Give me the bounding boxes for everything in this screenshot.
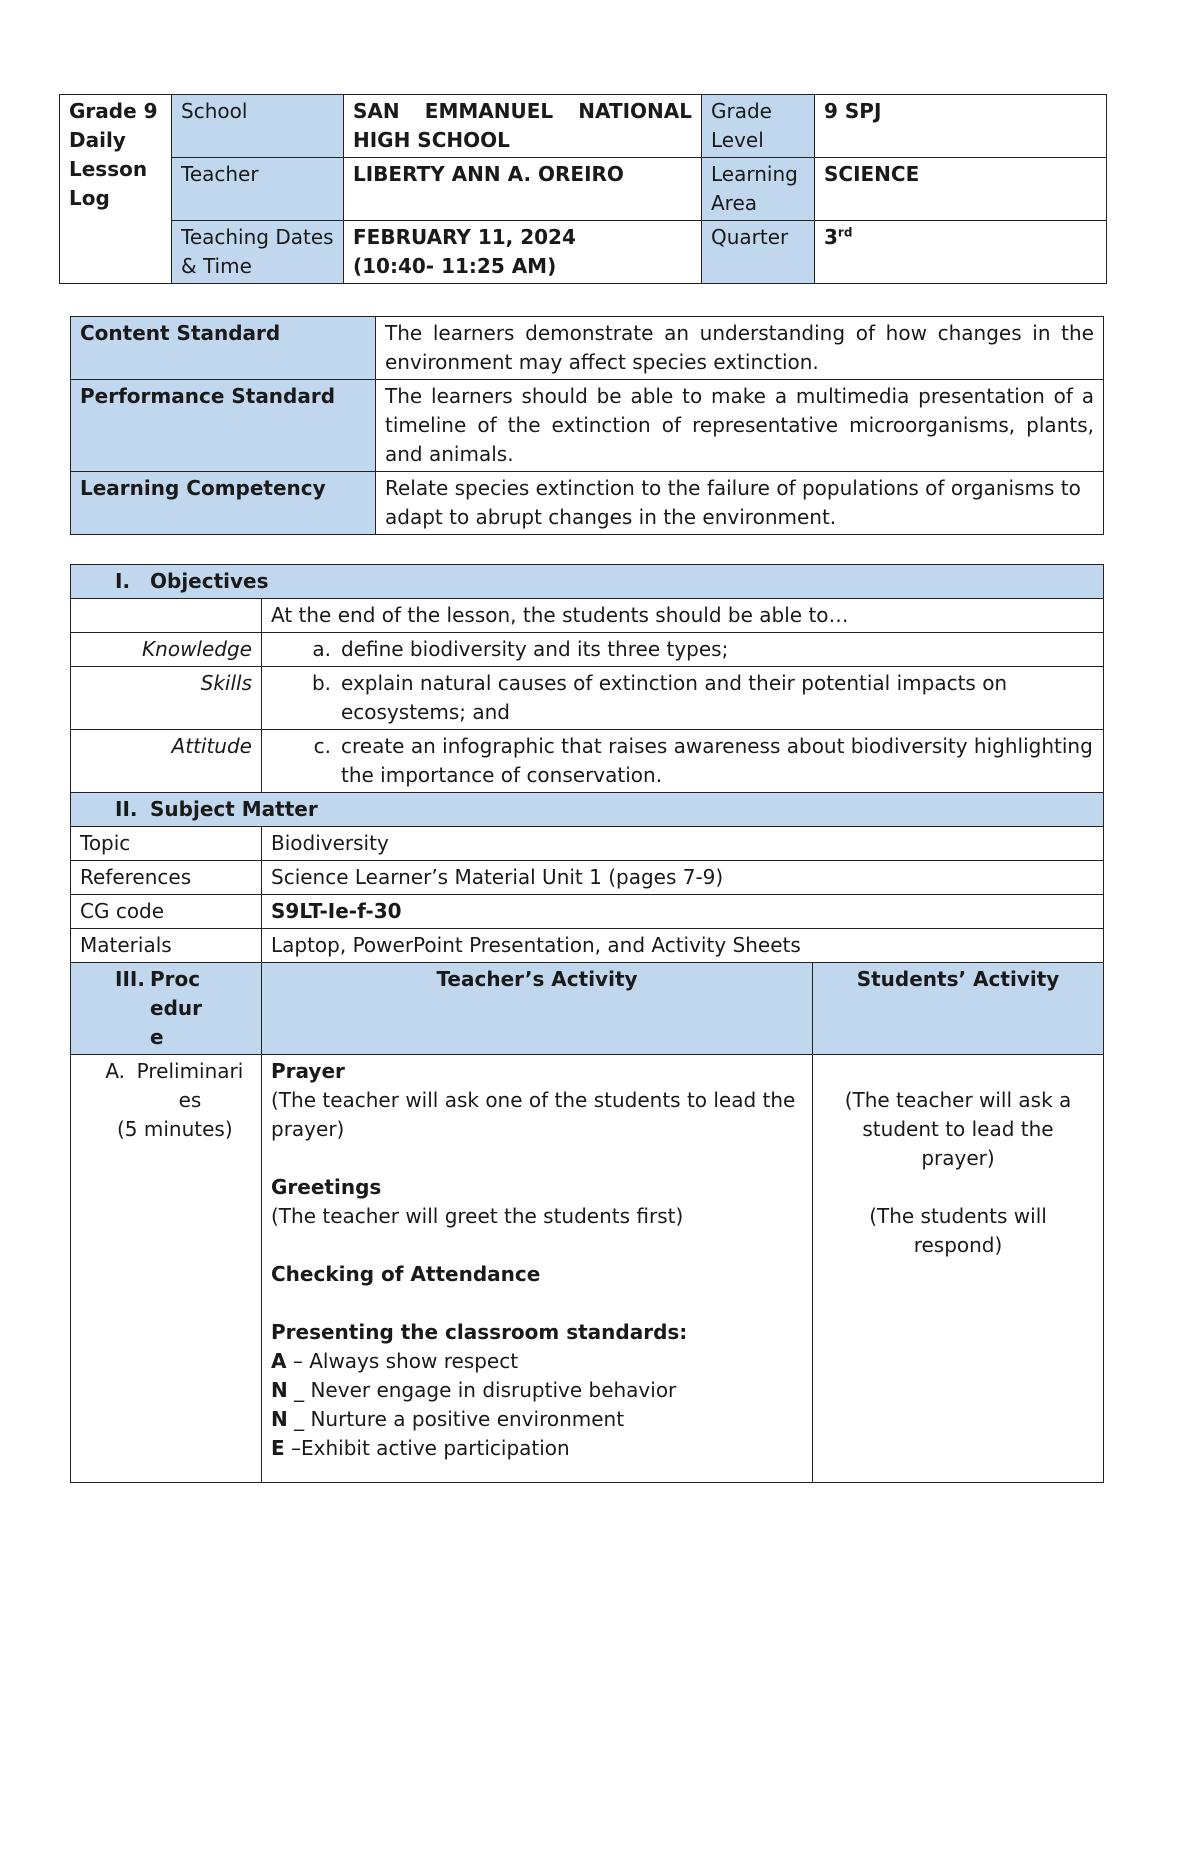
- objectives-header: [71, 565, 1104, 599]
- standard-text-1: – Always show respect: [286, 1349, 519, 1373]
- cg-code-value: S9LT-Ie-f-30: [262, 895, 1104, 929]
- objective-item-c: [262, 730, 1104, 793]
- objective-domain-knowledge: Knowledge: [71, 633, 262, 667]
- objectives-title: Objectives: [150, 569, 269, 593]
- performance-standard-text: The learners should be able to make a multimedia presentation of a timeline of the extinction of representative microorganisms, plants, and animals.: [376, 380, 1104, 472]
- materials-value: Laptop, PowerPoint Presentation, and Activity Sheets: [262, 929, 1104, 963]
- standard-letter-4: E: [271, 1436, 285, 1460]
- stage-time: (5 minutes): [117, 1117, 233, 1141]
- subject-matter-title: Subject Matter: [150, 797, 318, 821]
- classroom-standard-2: [271, 1376, 803, 1405]
- content-standard-text: The learners demonstrate an understanding of how changes in the environment may affect species extinction.: [376, 317, 1104, 380]
- objective-domain-skills: Skills: [71, 667, 262, 730]
- objective-item-a: [262, 633, 1104, 667]
- classroom-standard-4: [271, 1434, 803, 1463]
- objective-text-b: explain natural causes of extinction and their potential impacts on ecosystems; and: [341, 671, 1008, 724]
- quarter-value: [815, 221, 1107, 284]
- stage-name: Preliminaries: [136, 1059, 244, 1112]
- preliminaries-cell: [71, 1055, 262, 1483]
- classroom-standards-title: Presenting the classroom standards:: [271, 1320, 688, 1344]
- stage-marker: A.: [105, 1059, 125, 1083]
- attendance-title: Checking of Attendance: [271, 1262, 541, 1286]
- objectives-num: I.: [115, 569, 131, 593]
- learning-competency-text: Relate species extinction to the failure of populations of organisms to adapt to abrupt changes in the environment.: [376, 472, 1104, 535]
- standard-letter-2: N: [271, 1378, 288, 1402]
- objective-item-b: [262, 667, 1104, 730]
- topic-value: Biodiversity: [262, 827, 1104, 861]
- objective-marker-a: a.: [312, 637, 331, 661]
- prayer-text: (The teacher will ask one of the students to lead the prayer): [271, 1088, 796, 1141]
- cg-code-label: CG code: [71, 895, 262, 929]
- teacher-value: LIBERTY ANN A. OREIRO: [344, 158, 702, 221]
- learning-area-label: Learning Area: [702, 158, 815, 221]
- content-standard-label: Content Standard: [71, 317, 376, 380]
- materials-label: Materials: [71, 929, 262, 963]
- topic-label: Topic: [71, 827, 262, 861]
- quarter-number: 3: [824, 225, 838, 249]
- student-prayer: (The teacher will ask a student to lead the prayer): [844, 1088, 1072, 1170]
- teacher-label: Teacher: [172, 158, 344, 221]
- objective-marker-b: b.: [311, 671, 331, 695]
- lesson-header-table: [59, 94, 1107, 284]
- learning-competency-label: Learning Competency: [71, 472, 376, 535]
- teacher-activity-cell: [262, 1055, 813, 1483]
- objective-marker-c: c.: [313, 734, 331, 758]
- objective-text-a: define biodiversity and its three types;: [341, 637, 729, 661]
- student-respond: (The students will respond): [869, 1204, 1047, 1257]
- learning-area-value: SCIENCE: [815, 158, 1107, 221]
- quarter-label: Quarter: [702, 221, 815, 284]
- subject-matter-num: II.: [115, 797, 138, 821]
- standard-letter-1: A: [271, 1349, 287, 1373]
- teacher-activity-header: Teacher’s Activity: [262, 963, 813, 1055]
- standard-text-4: –Exhibit active participation: [284, 1436, 570, 1460]
- log-title: Grade 9 Daily Lesson Log: [60, 95, 172, 284]
- school-label: School: [172, 95, 344, 158]
- prayer-title: Prayer: [271, 1059, 345, 1083]
- objective-domain-attitude: Attitude: [71, 730, 262, 793]
- dates-line-1: FEBRUARY 11, 2024: [353, 225, 576, 249]
- dates-value: [344, 221, 702, 284]
- classroom-standard-3: [271, 1405, 803, 1434]
- standards-table: [70, 316, 1104, 535]
- grade-level-value: 9 SPJ: [815, 95, 1107, 158]
- students-activity-header: Students’ Activity: [813, 963, 1104, 1055]
- standard-text-3: _ Nurture a positive environment: [287, 1407, 625, 1431]
- procedure-title: Procedure: [150, 967, 202, 1049]
- greetings-title: Greetings: [271, 1175, 382, 1199]
- procedure-num: III.: [115, 967, 145, 991]
- references-value: Science Learner’s Material Unit 1 (pages 7-9): [262, 861, 1104, 895]
- classroom-standard-1: [271, 1347, 803, 1376]
- lesson-plan-table: [70, 564, 1104, 1483]
- objectives-intro: At the end of the lesson, the students should be able to…: [262, 599, 1104, 633]
- standard-letter-3: N: [271, 1407, 288, 1431]
- performance-standard-label: Performance Standard: [71, 380, 376, 472]
- school-value: SAN EMMANUEL NATIONAL HIGH SCHOOL: [344, 95, 702, 158]
- quarter-suffix: rd: [837, 225, 853, 240]
- greetings-text: (The teacher will greet the students first): [271, 1204, 684, 1228]
- subject-matter-header: [71, 793, 1104, 827]
- grade-level-label: Grade Level: [702, 95, 815, 158]
- procedure-header: [71, 963, 262, 1055]
- dates-label: Teaching Dates & Time: [172, 221, 344, 284]
- students-activity-cell: [813, 1055, 1104, 1483]
- standard-text-2: _ Never engage in disruptive behavior: [287, 1378, 677, 1402]
- references-label: References: [71, 861, 262, 895]
- objective-text-c: create an infographic that raises awareness about biodiversity highlighting the importance of conservation.: [341, 734, 1093, 787]
- dates-line-2: (10:40- 11:25 AM): [353, 254, 557, 278]
- objectives-empty-cell: [71, 599, 262, 633]
